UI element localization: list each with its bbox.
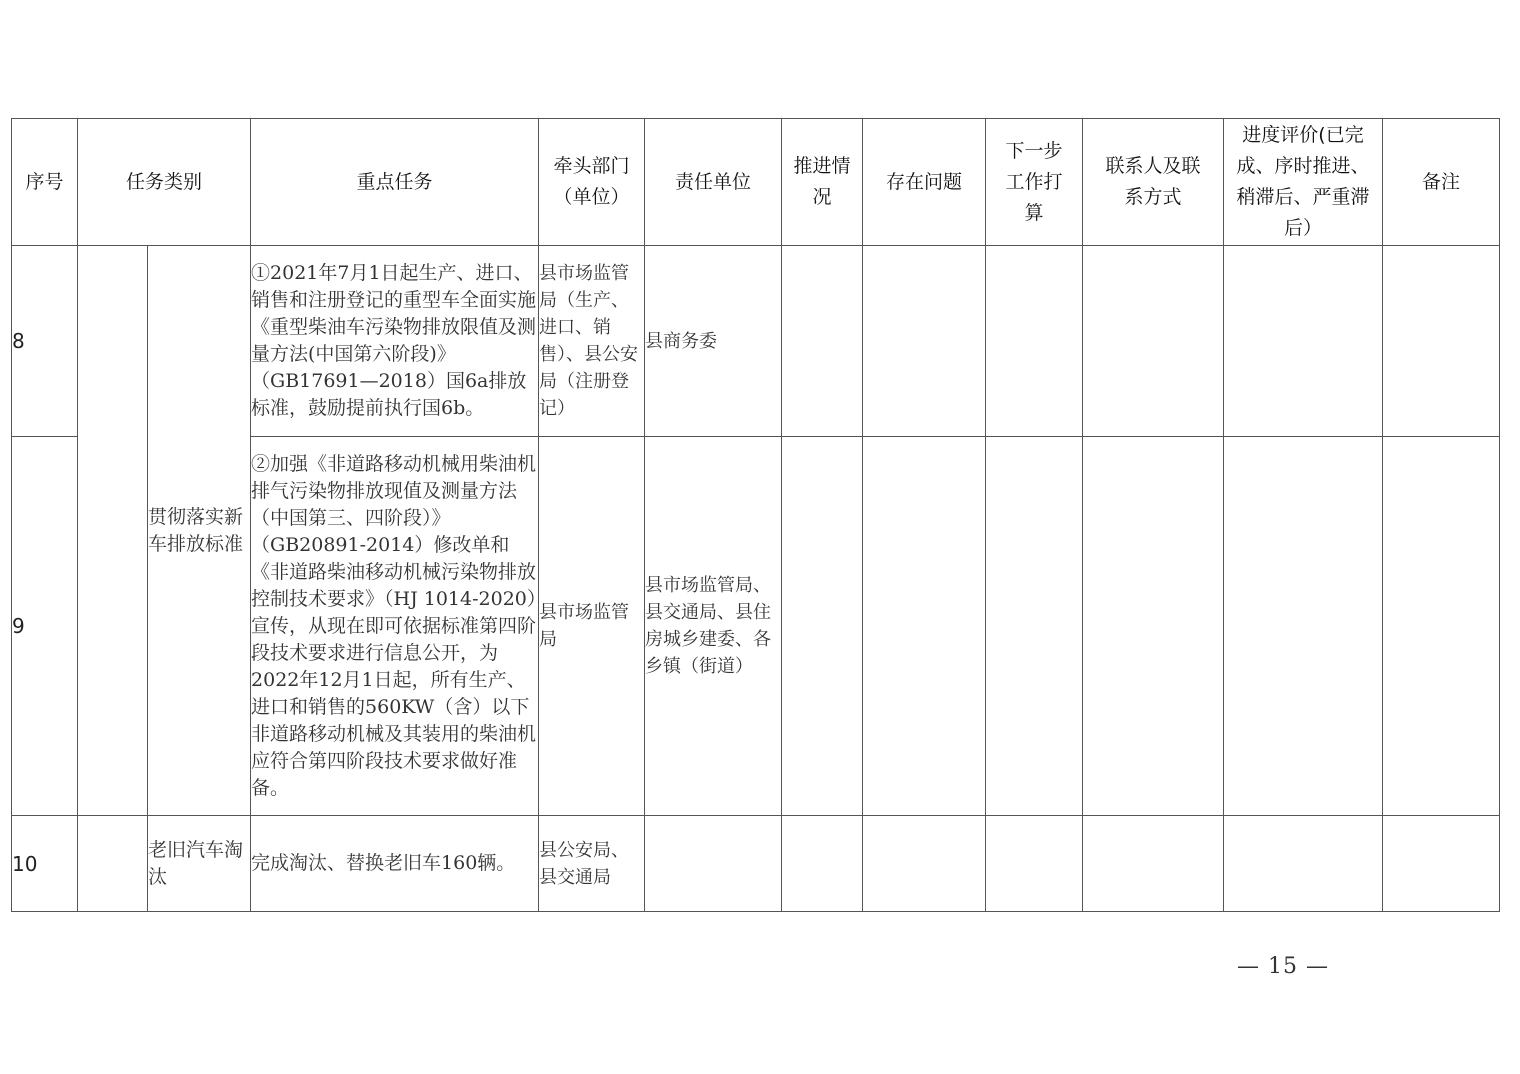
resp-unit-cell: 县市场监管局、县交通局、县住房城乡建委、各乡镇（街道） <box>645 437 782 816</box>
contact-cell <box>1083 437 1224 816</box>
progress-cell <box>782 246 863 437</box>
progress-cell <box>782 437 863 816</box>
contact-cell <box>1083 816 1224 912</box>
lead-dept-cell: 县市场监管局（生产、进口、销售）、县公安局（注册登记） <box>539 246 645 437</box>
header-seq: 序号 <box>12 119 78 246</box>
header-next-step <box>986 119 1083 246</box>
header-row <box>12 119 1500 246</box>
header-contact-label: 联系人及联系方式 <box>1105 155 1201 208</box>
evaluation-cell <box>1224 437 1383 816</box>
category-empty-cell <box>78 246 148 816</box>
table-row <box>12 816 1500 912</box>
contact-cell <box>1083 246 1224 437</box>
header-contact <box>1083 119 1224 246</box>
category-cell: 老旧汽车淘汰 <box>148 816 251 912</box>
category-empty-cell <box>78 816 148 912</box>
remarks-cell <box>1383 816 1500 912</box>
header-remarks: 备注 <box>1383 119 1500 246</box>
remarks-cell <box>1383 437 1500 816</box>
row-seq: 8 <box>12 246 78 437</box>
lead-dept-cell: 县公安局、县交通局 <box>539 816 645 912</box>
header-progress-label: 推进情况 <box>793 155 851 208</box>
header-progress <box>782 119 863 246</box>
header-issues: 存在问题 <box>863 119 986 246</box>
row-seq: 9 <box>12 437 78 816</box>
header-evaluation <box>1224 119 1383 246</box>
header-task: 重点任务 <box>251 119 539 246</box>
issues-cell <box>863 816 986 912</box>
resp-unit-cell: 县商务委 <box>645 246 782 437</box>
task-cell: ②加强《非道路移动机械用柴油机排气污染物排放现值及测量方法（中国第三、四阶段）》（GB20891-2014）修改单和《非道路柴油移动机械污染物排放控制技术要求》（HJ 1014-2020）宣传，从现在即可依据标准第四阶段技术要求进行信息公开，为2022年12月1日起，所有生产、进口和销售的560KW（含）以下非道路移动机械及其装用的柴油机应符合第四阶段技术要求做好准备。 <box>251 437 539 816</box>
row-seq: 10 <box>12 816 78 912</box>
header-category: 任务类别 <box>78 119 251 246</box>
lead-dept-cell: 县市场监管局 <box>539 437 645 816</box>
issues-cell <box>863 437 986 816</box>
header-lead-dept-label: 牵头部门（单位） <box>553 155 630 208</box>
task-table <box>11 118 1500 912</box>
evaluation-cell <box>1224 246 1383 437</box>
category-cell: 贯彻落实新车排放标准 <box>148 246 251 816</box>
evaluation-cell <box>1224 816 1383 912</box>
next-step-cell <box>986 246 1083 437</box>
header-lead-dept <box>539 119 645 246</box>
header-resp-unit: 责任单位 <box>645 119 782 246</box>
resp-unit-cell <box>645 816 782 912</box>
task-cell: 完成淘汰、替换老旧车160辆。 <box>251 816 539 912</box>
table-row <box>12 246 1500 437</box>
header-evaluation-label: 进度评价(已完成、序时推进、稍滞后、严重滞后） <box>1236 124 1370 239</box>
remarks-cell <box>1383 246 1500 437</box>
next-step-cell <box>986 816 1083 912</box>
header-next-step-label: 下一步工作打算 <box>1005 139 1063 224</box>
issues-cell <box>863 246 986 437</box>
progress-cell <box>782 816 863 912</box>
task-cell: ①2021年7月1日起生产、进口、销售和注册登记的重型车全面实施《重型柴油车污染物排放限值及测量方法(中国第六阶段)》（GB17691—2018）国6a排放标准，鼓励提前执行国6b。 <box>251 246 539 437</box>
next-step-cell <box>986 437 1083 816</box>
page-number: — 15 — <box>1237 954 1329 979</box>
